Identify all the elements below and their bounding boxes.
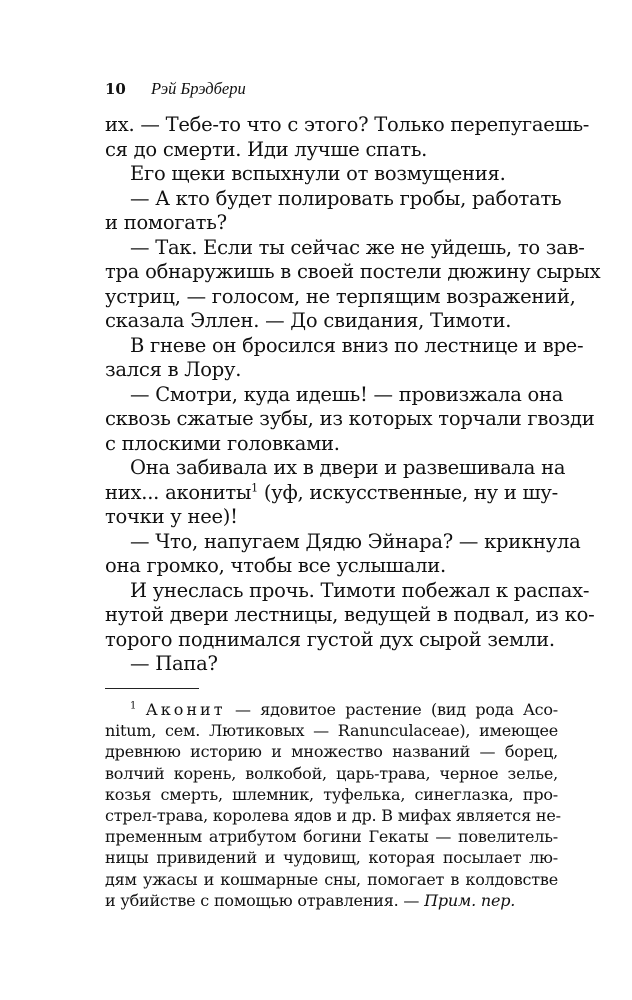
text-line: точки у нее)! <box>105 505 238 528</box>
text-line: она громко, чтобы все услышали. <box>105 554 446 577</box>
footnote-segment: и убийстве с помощью отравления. — <box>105 890 420 910</box>
text-line: — Папа? <box>130 652 218 675</box>
text-line: — Смотри, куда идешь! — провизжала она <box>130 382 564 406</box>
main-text <box>105 113 601 677</box>
text-line: зался в Лору. <box>105 358 242 381</box>
text-line: сказала Эллен. — До свидания, Тимоти. <box>105 309 512 332</box>
text-line: Его щеки вспыхнули от возмущения. <box>130 162 506 185</box>
footnote-line: стрел-трава, королева ядов и др. В мифах является не- <box>105 805 561 825</box>
text-line: и помогать? <box>105 211 227 234</box>
text-segment: (уф, искусственные, ну и шу- <box>263 480 558 504</box>
footnote-segment: — ядовитое растение (вид рода Aco- <box>234 700 558 719</box>
footnote-line: козья смерть, шлемник, туфелька, синеглазка, про- <box>105 784 558 804</box>
text-line: И унеслась прочь. Тимоти побежал к распах- <box>130 578 590 602</box>
text-line: нутой двери лестницы, ведущей в подвал, из ко- <box>105 603 595 626</box>
text-line-with-footnote <box>105 481 558 506</box>
footnote-line: древнюю историю и множество названий — борец, <box>105 742 558 762</box>
text-line: тра обнаружишь в своей постели дюжину сырых <box>105 260 601 283</box>
footnote-line: дям ужасы и кошмарные сны, помогает в колдовстве <box>105 869 558 889</box>
text-line: торого поднимался густой дух сырой земли. <box>105 627 555 651</box>
text-line: Она забивала их в двери и развешивала на <box>130 456 566 479</box>
translator-note: Прим. пер. <box>424 890 516 910</box>
footnote-line: волчий корень, волкобой, царь-трава, черное зелье, <box>105 763 558 783</box>
text-line: с плоскими головками. <box>105 431 340 455</box>
footnote-line: пременным атрибутом богини Гекаты — повелитель- <box>105 827 558 847</box>
text-line: устриц, — голосом, не терпящим возражений, <box>105 284 576 308</box>
text-line: ся до смерти. Иди лучше спать. <box>105 137 428 161</box>
text-line: — А кто будет полировать гробы, работать <box>130 186 562 210</box>
text-line: их. — Тебе-то что с этого? Только перепугаешь- <box>105 113 590 136</box>
text-segment: них... акониты <box>105 480 252 504</box>
footnote-marker: 1 <box>130 700 137 712</box>
page-number: 10 <box>105 80 126 98</box>
text-line: — Так. Если ты сейчас же не уйдешь, то зав- <box>130 235 585 259</box>
footnote-line <box>105 890 558 911</box>
text-line: сквозь сжатые зубы, из которых торчали гвозди <box>105 407 595 430</box>
footnote-line <box>105 699 558 720</box>
footnote <box>105 699 561 911</box>
text-line: В гневе он бросился вниз по лестнице и вре- <box>130 333 584 357</box>
running-header <box>105 79 246 101</box>
footnote-term: Аконит <box>145 700 226 719</box>
footnote-reference: 1 <box>251 481 258 494</box>
footnote-line: ницы привидений и чудовищ, которая посылает лю- <box>105 848 558 868</box>
footnote-divider <box>105 688 199 689</box>
text-line: — Что, напугаем Дядю Эйнара? — крикнула <box>130 529 581 553</box>
running-head-author: Рэй Брэдбери <box>150 79 246 98</box>
footnote-line: nitum, сем. Лютиковых — Ranunculaceae), имеющее <box>105 721 558 741</box>
